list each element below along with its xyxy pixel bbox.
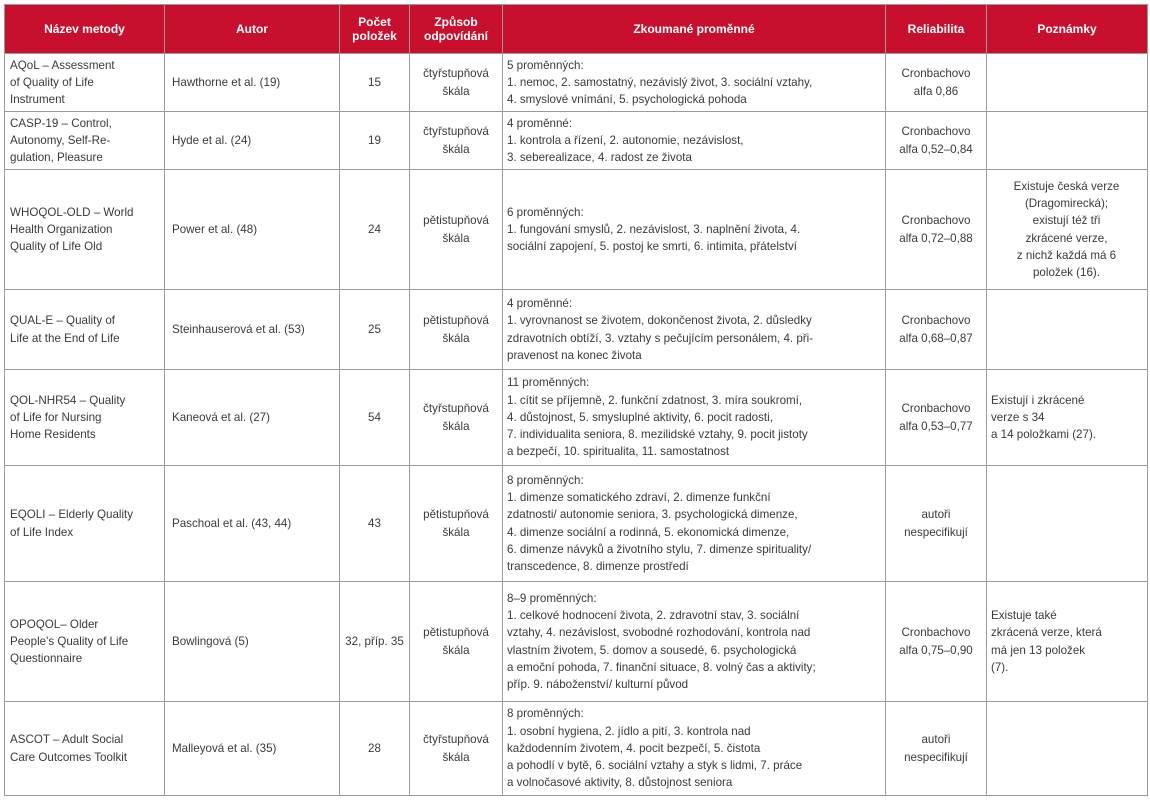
- variables-cell: [503, 290, 886, 370]
- variables-cell-line: zdravotních obtíží, 3. vztahy s pečujícím personálem, 4. při-: [507, 331, 814, 345]
- item-count-cell: 32, příp. 35: [340, 582, 410, 702]
- table-row: [5, 702, 1148, 796]
- header-line: Název metody: [44, 22, 125, 36]
- reliability-cell: [886, 370, 987, 466]
- variables-cell-line: 1. kontrola a řízení, 2. autonomie, nezávislost,: [507, 133, 744, 147]
- table-row: [5, 370, 1148, 466]
- variables-cell-line: 8 proměnných:: [507, 473, 584, 487]
- response-mode-cell-line: škála: [442, 525, 470, 539]
- method-name-cell: [5, 370, 165, 466]
- method-name-cell: [5, 170, 165, 290]
- method-name-cell-line: QUAL-E – Quality of: [10, 314, 116, 328]
- reliability-cell: [886, 170, 987, 290]
- response-mode-cell: [410, 290, 503, 370]
- reliability-cell-line: nespecifikují: [904, 525, 968, 539]
- method-name-cell-line: Health Organization: [10, 222, 113, 236]
- table-row: [5, 466, 1148, 582]
- variables-cell-line: vztahy, 4. nezávislost, svobodné rozhodování, kontrola nad: [507, 626, 811, 640]
- header-response-mode: [410, 5, 503, 54]
- header-line: odpovídání: [424, 29, 488, 43]
- notes-cell: [987, 582, 1148, 702]
- method-name-cell: [5, 112, 165, 170]
- variables-cell: [503, 54, 886, 112]
- variables-cell-line: 1. osobní hygiena, 2. jídlo a pití, 3. kontrola nad: [507, 724, 751, 738]
- author-cell: Malleyová et al. (35): [165, 702, 340, 796]
- reliability-cell: [886, 290, 987, 370]
- notes-cell-line: (Dragomirecká);: [1024, 196, 1109, 210]
- notes-cell-line: (7).: [991, 660, 1009, 674]
- author-cell: Power et al. (48): [165, 170, 340, 290]
- methods-table: [4, 4, 1148, 796]
- variables-cell: [503, 466, 886, 582]
- response-mode-cell-line: pětistupňová: [423, 508, 489, 522]
- method-name-cell: [5, 54, 165, 112]
- response-mode-cell: [410, 54, 503, 112]
- author-cell: Paschoal et al. (43, 44): [165, 466, 340, 582]
- reliability-cell-line: nespecifikují: [904, 750, 968, 764]
- header-notes: [987, 5, 1148, 54]
- method-name-cell: [5, 582, 165, 702]
- author-cell: Kaneová et al. (27): [165, 370, 340, 466]
- variables-cell-line: 5 proměnných:: [507, 58, 584, 72]
- variables-cell-line: 1. vyrovnanost se životem, dokončenost života, 2. důsledky: [507, 314, 812, 328]
- reliability-cell-line: autoři: [921, 733, 951, 747]
- header-line: Zkoumané proměnné: [633, 22, 755, 36]
- variables-cell: [503, 170, 886, 290]
- response-mode-cell-line: čtyřstupňová: [423, 67, 489, 81]
- item-count-cell: 43: [340, 466, 410, 582]
- reliability-cell-line: alfa 0,52–0,84: [899, 142, 973, 156]
- response-mode-cell-line: škála: [442, 643, 470, 657]
- item-count-cell: 15: [340, 54, 410, 112]
- notes-cell-line: a 14 položkami (27).: [991, 428, 1097, 442]
- reliability-cell-line: Cronbachovo: [901, 214, 971, 228]
- notes-cell-line: má jen 13 položek: [991, 643, 1086, 657]
- author-cell: Bowlingová (5): [165, 582, 340, 702]
- method-name-cell-line: of Life for Nursing: [10, 410, 102, 424]
- method-name-cell: [5, 466, 165, 582]
- variables-cell-line: pravenost na konec života: [507, 348, 642, 362]
- author-cell: Steinhauserová et al. (53): [165, 290, 340, 370]
- response-mode-cell: [410, 466, 503, 582]
- response-mode-cell-line: čtyřstupňová: [423, 402, 489, 416]
- variables-cell: [503, 582, 886, 702]
- notes-cell-line: existují též tři: [1032, 214, 1101, 228]
- table-row: [5, 54, 1148, 112]
- method-name-cell-line: ASCOT – Adult Social: [10, 733, 124, 747]
- method-name-cell-line: People's Quality of Life: [10, 634, 129, 648]
- reliability-cell: [886, 466, 987, 582]
- variables-cell-line: příp. 9. náboženství/ kulturní původ: [507, 678, 689, 692]
- header-line: Počet: [358, 15, 391, 29]
- header-line: Způsob: [434, 15, 478, 29]
- item-count-cell: 19: [340, 112, 410, 170]
- method-name-cell-line: Questionnaire: [10, 652, 83, 666]
- method-name-cell-line: Life at the End of Life: [10, 331, 120, 345]
- reliability-cell-line: Cronbachovo: [901, 402, 971, 416]
- notes-cell-line: Existuje česká verze: [1013, 179, 1120, 193]
- reliability-cell: [886, 54, 987, 112]
- notes-cell: [987, 112, 1148, 170]
- header-line: položek: [352, 29, 397, 43]
- method-name-cell-line: AQoL – Assessment: [10, 58, 115, 72]
- response-mode-cell: [410, 702, 503, 796]
- method-name-cell-line: CASP-19 – Control,: [10, 116, 112, 130]
- item-count-cell: 54: [340, 370, 410, 466]
- variables-cell-line: 7. individualita seniora, 8. mezilidské vztahy, 9. pocit jistoty: [507, 428, 808, 442]
- method-name-cell-line: EQOLI – Elderly Quality: [10, 508, 134, 522]
- reliability-cell-line: Cronbachovo: [901, 314, 971, 328]
- reliability-cell-line: alfa 0,53–0,77: [899, 419, 973, 433]
- author-cell: Hawthorne et al. (19): [165, 54, 340, 112]
- header-line: Reliabilita: [907, 22, 965, 36]
- table-row: [5, 582, 1148, 702]
- table-row: [5, 112, 1148, 170]
- notes-cell-line: položek (16).: [1032, 266, 1101, 280]
- response-mode-cell-line: škála: [442, 419, 470, 433]
- table-row: [5, 290, 1148, 370]
- response-mode-cell-line: pětistupňová: [423, 214, 489, 228]
- variables-cell-line: a volnočasové aktivity, 8. důstojnost seniora: [507, 776, 733, 790]
- variables-cell: [503, 112, 886, 170]
- reliability-cell-line: alfa 0,86: [913, 84, 959, 98]
- variables-cell-line: 1. fungování smyslů, 2. nezávislost, 3. naplnění života, 4.: [507, 222, 801, 236]
- reliability-cell-line: Cronbachovo: [901, 125, 971, 139]
- variables-cell-line: 4. dimenze sociální a rodinná, 5. ekonomická dimenze,: [507, 525, 790, 539]
- response-mode-cell-line: škála: [442, 750, 470, 764]
- response-mode-cell-line: pětistupňová: [423, 314, 489, 328]
- reliability-cell-line: alfa 0,72–0,88: [899, 231, 973, 245]
- notes-cell-line: verze s 34: [991, 410, 1045, 424]
- method-name-cell: [5, 290, 165, 370]
- header-variables: [503, 5, 886, 54]
- method-name-cell-line: OPOQOL– Older: [10, 617, 99, 631]
- reliability-cell-line: Cronbachovo: [901, 67, 971, 81]
- method-name-cell-line: WHOQOL-OLD – World: [10, 205, 134, 219]
- method-name-cell-line: Home Residents: [10, 428, 96, 442]
- variables-cell-line: každodenním životem, 4. pocit bezpečí, 5. čistota: [507, 741, 761, 755]
- variables-cell-line: 6. dimenze návyků a životního stylu, 7. dimenze spirituality/: [507, 542, 812, 556]
- table-row: [5, 170, 1148, 290]
- variables-cell-line: 8–9 proměnných:: [507, 591, 597, 605]
- notes-cell: [987, 54, 1148, 112]
- response-mode-cell-line: škála: [442, 331, 470, 345]
- notes-cell-line: zkrácené verze,: [1025, 231, 1108, 245]
- variables-cell-line: 6 proměnných:: [507, 205, 584, 219]
- method-name-cell-line: gulation, Pleasure: [10, 151, 103, 165]
- variables-cell-line: 4 proměnné:: [507, 116, 573, 130]
- variables-cell-line: 1. nemoc, 2. samostatný, nezávislý život, 3. sociální vztahy,: [507, 75, 813, 89]
- header-reliability: [886, 5, 987, 54]
- reliability-cell: [886, 112, 987, 170]
- response-mode-cell-line: škála: [442, 231, 470, 245]
- method-name-cell-line: QOL-NHR54 – Quality: [10, 393, 126, 407]
- reliability-cell-line: autoři: [921, 508, 951, 522]
- item-count-cell: 25: [340, 290, 410, 370]
- response-mode-cell-line: škála: [442, 142, 470, 156]
- method-name-cell-line: of Quality of Life: [10, 75, 94, 89]
- reliability-cell-line: Cronbachovo: [901, 626, 971, 640]
- header-line: Poznámky: [1037, 22, 1097, 36]
- header-item-count: [340, 5, 410, 54]
- response-mode-cell: [410, 170, 503, 290]
- variables-cell-line: 1. cítit se příjemně, 2. funkční zdatnost, 3. míra soukromí,: [507, 393, 803, 407]
- notes-cell: [987, 466, 1148, 582]
- variables-cell-line: a emoční pohoda, 7. finanční situace, 8. volný čas a aktivity;: [507, 660, 816, 674]
- item-count-cell: 24: [340, 170, 410, 290]
- method-name-cell-line: Care Outcomes Toolkit: [10, 750, 128, 764]
- variables-cell-line: vlastním životem, 5. domov a sousedé, 6. psychologická: [507, 643, 797, 657]
- variables-cell-line: 4. důstojnost, 5. smysluplné aktivity, 6. pocit radosti,: [507, 410, 773, 424]
- notes-cell: [987, 370, 1148, 466]
- variables-cell-line: 11 proměnných:: [507, 376, 590, 390]
- variables-cell-line: a pohodlí v bytě, 6. sociální vztahy a styk s lidmi, 7. práce: [507, 759, 803, 773]
- method-name-cell-line: Quality of Life Old: [10, 240, 103, 254]
- variables-cell-line: sociální zapojení, 5. postoj ke smrti, 6. intimita, přátelství: [507, 240, 797, 254]
- notes-cell: [987, 170, 1148, 290]
- author-cell: Hyde et al. (24): [165, 112, 340, 170]
- response-mode-cell-line: škála: [442, 84, 470, 98]
- table-header-row: [5, 5, 1148, 54]
- notes-cell-line: Existují i zkrácené: [991, 393, 1085, 407]
- notes-cell-line: Existuje také: [991, 608, 1057, 622]
- variables-cell-line: 4. smyslové vnímání, 5. psychologická pohoda: [507, 93, 747, 107]
- response-mode-cell: [410, 582, 503, 702]
- notes-cell-line: zkrácená verze, která: [991, 626, 1102, 640]
- variables-cell-line: transcedence, 8. dimenze prostředí: [507, 560, 689, 574]
- method-name-cell-line: Instrument: [10, 93, 65, 107]
- variables-cell: [503, 702, 886, 796]
- variables-cell-line: 3. seberealizace, 4. radost ze života: [507, 151, 692, 165]
- reliability-cell-line: alfa 0,75–0,90: [899, 643, 973, 657]
- header-method-name: [5, 5, 165, 54]
- item-count-cell: 28: [340, 702, 410, 796]
- variables-cell-line: 1. dimenze somatického zdraví, 2. dimenze funkční: [507, 490, 771, 504]
- variables-cell: [503, 370, 886, 466]
- response-mode-cell-line: pětistupňová: [423, 626, 489, 640]
- variables-cell-line: 4 proměnné:: [507, 296, 573, 310]
- method-name-cell-line: Autonomy, Self-Re-: [10, 133, 111, 147]
- response-mode-cell: [410, 112, 503, 170]
- variables-cell-line: a bezpečí, 10. spiritualita, 11. samostatnost: [507, 445, 730, 459]
- response-mode-cell: [410, 370, 503, 466]
- variables-cell-line: 8 proměnných:: [507, 707, 584, 721]
- response-mode-cell-line: čtyřstupňová: [423, 125, 489, 139]
- reliability-cell: [886, 702, 987, 796]
- reliability-cell: [886, 582, 987, 702]
- notes-cell: [987, 702, 1148, 796]
- variables-cell-line: zdatnosti/ autonomie seniora, 3. psychologická dimenze,: [507, 508, 798, 522]
- method-name-cell-line: of Life Index: [10, 525, 74, 539]
- notes-cell-line: z nichž každá má 6: [1016, 248, 1117, 262]
- header-line: Autor: [236, 22, 268, 36]
- reliability-cell-line: alfa 0,68–0,87: [899, 331, 973, 345]
- header-author: [165, 5, 340, 54]
- response-mode-cell-line: čtyřstupňová: [423, 733, 489, 747]
- method-name-cell: [5, 702, 165, 796]
- notes-cell: [987, 290, 1148, 370]
- variables-cell-line: 1. celkové hodnocení života, 2. zdravotní stav, 3. sociální: [507, 608, 800, 622]
